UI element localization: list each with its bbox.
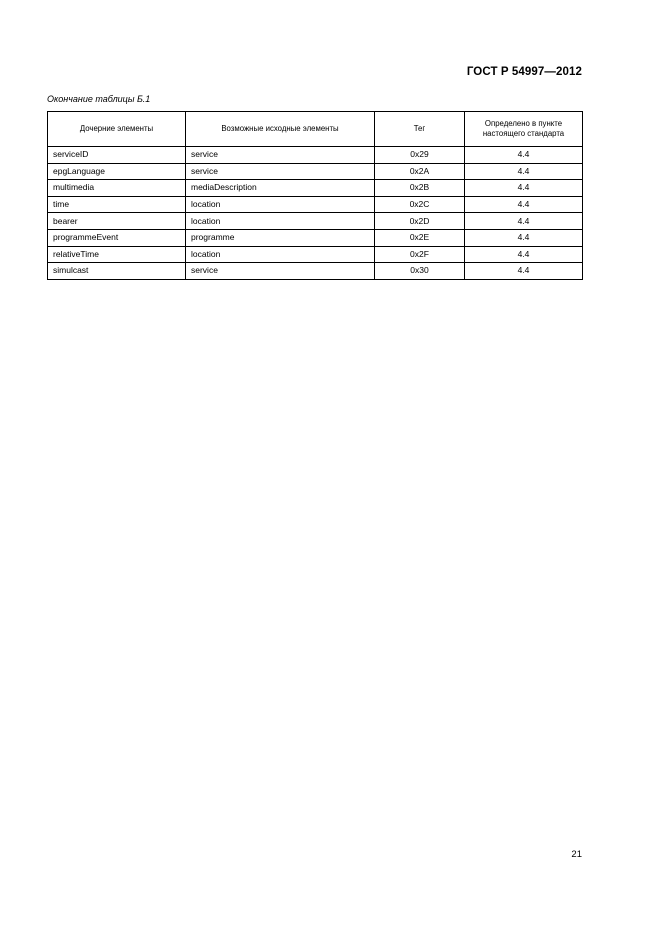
cell-child: multimedia xyxy=(48,180,186,197)
cell-parent: service xyxy=(186,263,375,280)
cell-defined: 4.4 xyxy=(465,147,583,164)
table-row xyxy=(48,163,583,180)
cell-parent: service xyxy=(186,163,375,180)
table-row xyxy=(48,263,583,280)
cell-child: serviceID xyxy=(48,147,186,164)
cell-tag: 0x2E xyxy=(375,229,465,246)
cell-defined: 4.4 xyxy=(465,163,583,180)
cell-tag: 0x29 xyxy=(375,147,465,164)
cell-child: simulcast xyxy=(48,263,186,280)
header-child-elements: Дочерние элементы xyxy=(48,112,186,147)
table-row xyxy=(48,196,583,213)
standard-title: ГОСТ Р 54997—2012 xyxy=(466,66,582,78)
cell-parent: mediaDescription xyxy=(186,180,375,197)
cell-defined: 4.4 xyxy=(465,246,583,263)
cell-parent: location xyxy=(186,196,375,213)
cell-child: bearer xyxy=(48,213,186,230)
cell-parent: service xyxy=(186,147,375,164)
table-row xyxy=(48,229,583,246)
cell-child: programmeEvent xyxy=(48,229,186,246)
table-row xyxy=(48,147,583,164)
cell-defined: 4.4 xyxy=(465,263,583,280)
cell-parent: location xyxy=(186,246,375,263)
header-defined-in-clause: Определено в пункте настоящего стандарта xyxy=(465,112,583,147)
elements-table xyxy=(47,111,583,280)
header-parent-elements: Возможные исходные элементы xyxy=(186,112,375,147)
cell-child: time xyxy=(48,196,186,213)
cell-defined: 4.4 xyxy=(465,213,583,230)
cell-parent: programme xyxy=(186,229,375,246)
cell-tag: 0x2B xyxy=(375,180,465,197)
cell-child: epgLanguage xyxy=(48,163,186,180)
table-caption: Окончание таблицы Б.1 xyxy=(47,94,151,104)
cell-defined: 4.4 xyxy=(465,180,583,197)
cell-tag: 0x2C xyxy=(375,196,465,213)
cell-child: relativeTime xyxy=(48,246,186,263)
cell-tag: 0x2F xyxy=(375,246,465,263)
cell-tag: 0x2A xyxy=(375,163,465,180)
header-tag: Тег xyxy=(375,112,465,147)
cell-defined: 4.4 xyxy=(465,196,583,213)
page-number: 21 xyxy=(571,849,582,860)
cell-tag: 0x30 xyxy=(375,263,465,280)
cell-parent: location xyxy=(186,213,375,230)
table-row xyxy=(48,213,583,230)
table-header-row xyxy=(48,112,583,147)
table-row xyxy=(48,246,583,263)
cell-tag: 0x2D xyxy=(375,213,465,230)
table-row xyxy=(48,180,583,197)
cell-defined: 4.4 xyxy=(465,229,583,246)
